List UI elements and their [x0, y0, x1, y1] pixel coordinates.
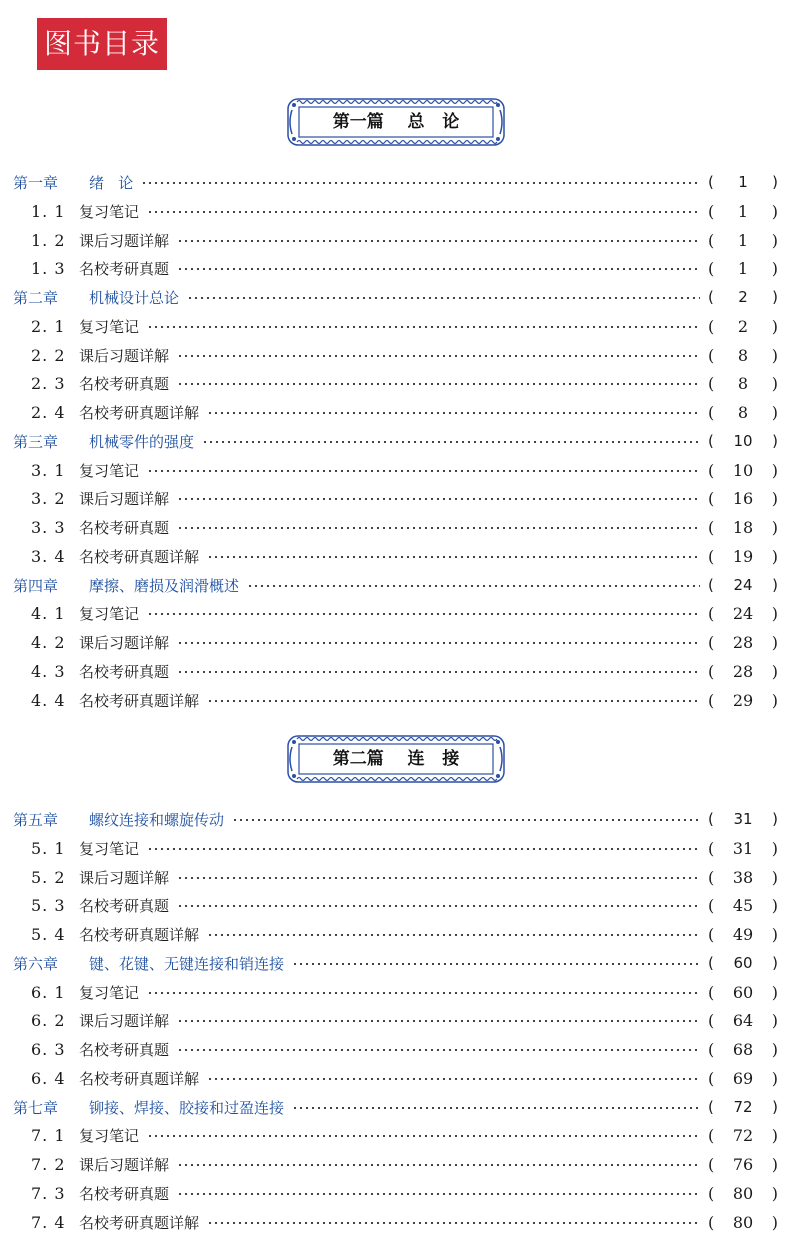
close-paren: ) [771, 1068, 778, 1088]
page-number: 29 [732, 690, 754, 710]
close-paren: ) [772, 576, 778, 594]
section-entry[interactable] [0, 628, 790, 656]
open-paren: ( [708, 1068, 715, 1088]
dot-leader [247, 585, 700, 587]
section-number: 4. 4 [31, 690, 66, 710]
open-paren: ( [708, 1098, 714, 1116]
close-paren: ) [772, 173, 778, 191]
dot-leader [147, 326, 700, 328]
part-heading [285, 733, 507, 785]
open-paren: ( [708, 288, 714, 306]
chapter-number: 第一章 [13, 173, 59, 192]
section-title: 复习笔记 [79, 317, 140, 336]
open-paren: ( [708, 316, 715, 336]
section-title: 课后习题详解 [79, 633, 170, 652]
section-title: 名校考研真题 [79, 1040, 170, 1059]
section-entry[interactable] [0, 226, 790, 254]
open-paren: ( [708, 924, 715, 944]
section-title: 名校考研真题详解 [79, 1069, 200, 1088]
section-title: 名校考研真题详解 [79, 691, 200, 710]
chapter-entry[interactable] [0, 949, 790, 977]
page-reference [708, 518, 778, 537]
section-title: 课后习题详解 [79, 489, 170, 508]
page-number: 24 [733, 576, 753, 594]
dot-leader [177, 1020, 700, 1022]
page-number: 60 [732, 982, 754, 1002]
page-reference [708, 374, 778, 393]
section-title: 复习笔记 [79, 1126, 140, 1145]
section-title: 名校考研真题 [79, 662, 170, 681]
close-paren: ) [771, 402, 778, 422]
close-paren: ) [771, 546, 778, 566]
section-number: 2. 4 [31, 402, 66, 422]
dot-leader [187, 297, 700, 299]
open-paren: ( [708, 690, 715, 710]
close-paren: ) [771, 924, 778, 944]
page-reference [708, 662, 778, 681]
dot-leader [207, 934, 700, 936]
section-title: 课后习题详解 [79, 346, 170, 365]
page-reference [708, 954, 778, 972]
chapter-title: 机械设计总论 [89, 288, 180, 307]
close-paren: ) [771, 1154, 778, 1174]
section-title: 名校考研真题 [79, 259, 170, 278]
open-paren: ( [708, 1010, 715, 1030]
page-reference [708, 1126, 778, 1145]
page-number: 2 [738, 288, 748, 306]
section-number: 6. 1 [31, 982, 66, 1002]
close-paren: ) [771, 867, 778, 887]
section-number: 7. 4 [31, 1212, 66, 1232]
page-reference [708, 1069, 778, 1088]
chapter-number: 第五章 [13, 810, 59, 829]
section-number: 1. 1 [31, 201, 66, 221]
dot-leader [292, 963, 700, 965]
close-paren: ) [771, 201, 778, 221]
dot-leader [177, 268, 700, 270]
page-number: 2 [737, 316, 749, 336]
section-number: 2. 3 [31, 373, 66, 393]
close-paren: ) [771, 661, 778, 681]
section-title: 名校考研真题 [79, 1184, 170, 1203]
section-entry[interactable] [0, 1121, 790, 1149]
open-paren: ( [708, 810, 714, 828]
chapter-entry[interactable] [0, 571, 790, 599]
dot-leader [177, 355, 700, 357]
chapter-entry[interactable] [0, 168, 790, 196]
page-number: 8 [737, 373, 749, 393]
open-paren: ( [708, 173, 714, 191]
page-reference [708, 547, 778, 566]
open-paren: ( [708, 1125, 715, 1145]
page-number: 1 [737, 230, 749, 250]
dot-leader [177, 877, 700, 879]
close-paren: ) [771, 838, 778, 858]
page-number: 18 [732, 517, 754, 537]
page-reference [708, 231, 778, 250]
page-number: 76 [732, 1154, 754, 1174]
section-number: 2. 1 [31, 316, 66, 336]
page-reference [708, 576, 778, 594]
dot-leader [207, 1078, 700, 1080]
page-number: 64 [732, 1010, 754, 1030]
open-paren: ( [708, 373, 715, 393]
page-reference [708, 461, 778, 480]
section-title: 名校考研真题详解 [79, 403, 200, 422]
open-paren: ( [708, 895, 715, 915]
part-title: 第一篇 总 论 [332, 112, 460, 132]
page-reference [708, 896, 778, 915]
close-paren: ) [772, 954, 778, 972]
section-number: 3. 4 [31, 546, 66, 566]
section-title: 名校考研真题 [79, 896, 170, 915]
dot-leader [177, 383, 700, 385]
page-number: 72 [732, 1125, 754, 1145]
open-paren: ( [708, 517, 715, 537]
open-paren: ( [708, 1154, 715, 1174]
section-title: 复习笔记 [79, 839, 140, 858]
dot-leader [232, 819, 700, 821]
close-paren: ) [771, 517, 778, 537]
dot-leader [177, 642, 700, 644]
page-number: 68 [732, 1039, 754, 1059]
page-reference [708, 839, 778, 858]
section-entry[interactable] [0, 599, 790, 627]
close-paren: ) [771, 632, 778, 652]
page-reference [708, 403, 778, 422]
chapter-title: 绪 论 [89, 173, 134, 192]
section-entry[interactable] [0, 1035, 790, 1063]
dot-leader [292, 1107, 700, 1109]
page-reference [708, 925, 778, 944]
page-number: 10 [732, 460, 754, 480]
open-paren: ( [708, 867, 715, 887]
page-number: 1 [738, 173, 748, 191]
close-paren: ) [771, 460, 778, 480]
close-paren: ) [771, 603, 778, 623]
section-number: 2. 2 [31, 345, 66, 365]
section-number: 7. 3 [31, 1183, 66, 1203]
section-title: 课后习题详解 [79, 868, 170, 887]
dot-leader [147, 211, 700, 213]
open-paren: ( [708, 982, 715, 1002]
page-reference [708, 288, 778, 306]
section-entry[interactable] [0, 513, 790, 541]
section-entry[interactable] [0, 542, 790, 570]
open-paren: ( [708, 460, 715, 480]
page-reference [708, 346, 778, 365]
page-number: 60 [733, 954, 753, 972]
page-reference [708, 259, 778, 278]
open-paren: ( [708, 230, 715, 250]
dot-leader [147, 992, 700, 994]
dot-leader [147, 470, 700, 472]
section-title: 名校考研真题 [79, 518, 170, 537]
section-number: 7. 2 [31, 1154, 66, 1174]
section-entry[interactable] [0, 254, 790, 282]
open-paren: ( [708, 546, 715, 566]
open-paren: ( [708, 345, 715, 365]
close-paren: ) [772, 810, 778, 828]
chapter-title: 机械零件的强度 [89, 432, 195, 451]
page-reference [708, 983, 778, 1002]
chapter-entry[interactable] [0, 1093, 790, 1121]
section-number: 1. 2 [31, 230, 66, 250]
chapter-number: 第六章 [13, 954, 59, 973]
close-paren: ) [771, 373, 778, 393]
section-number: 3. 1 [31, 460, 66, 480]
page-number: 72 [733, 1098, 753, 1116]
page-number: 31 [733, 810, 753, 828]
chapter-entry[interactable] [0, 283, 790, 311]
open-paren: ( [708, 258, 715, 278]
section-number: 6. 2 [31, 1010, 66, 1030]
section-title: 复习笔记 [79, 202, 140, 221]
chapter-title: 键、花键、无键连接和销连接 [89, 954, 285, 973]
section-number: 4. 1 [31, 603, 66, 623]
close-paren: ) [772, 1098, 778, 1116]
close-paren: ) [772, 288, 778, 306]
page-number: 8 [737, 345, 749, 365]
dot-leader [147, 613, 700, 615]
section-title: 复习笔记 [79, 983, 140, 1002]
open-paren: ( [708, 432, 714, 450]
section-title: 名校考研真题详解 [79, 1213, 200, 1232]
dot-leader [177, 1164, 700, 1166]
section-number: 4. 3 [31, 661, 66, 681]
open-paren: ( [708, 1039, 715, 1059]
section-entry[interactable] [0, 863, 790, 891]
chapter-number: 第三章 [13, 432, 59, 451]
page-reference [708, 489, 778, 508]
section-entry[interactable] [0, 920, 790, 948]
section-number: 5. 1 [31, 838, 66, 858]
close-paren: ) [771, 1010, 778, 1030]
open-paren: ( [708, 838, 715, 858]
page-number: 69 [732, 1068, 754, 1088]
close-paren: ) [771, 1039, 778, 1059]
section-entry[interactable] [0, 369, 790, 397]
open-paren: ( [708, 201, 715, 221]
page-reference [708, 633, 778, 652]
page-number: 1 [737, 201, 749, 221]
dot-leader [207, 556, 700, 558]
dot-leader [141, 182, 700, 184]
section-entry[interactable] [0, 398, 790, 426]
open-paren: ( [708, 632, 715, 652]
section-entry[interactable] [0, 1179, 790, 1207]
section-entry[interactable] [0, 891, 790, 919]
section-entry[interactable] [0, 1006, 790, 1034]
open-paren: ( [708, 661, 715, 681]
dot-leader [177, 527, 700, 529]
page-number: 19 [732, 546, 754, 566]
dot-leader [147, 1135, 700, 1137]
section-title: 名校考研真题详解 [79, 925, 200, 944]
close-paren: ) [771, 488, 778, 508]
section-number: 6. 3 [31, 1039, 66, 1059]
catalog-badge: 图书目录 [37, 18, 167, 70]
section-number: 5. 3 [31, 895, 66, 915]
section-title: 复习笔记 [79, 604, 140, 623]
dot-leader [177, 671, 700, 673]
section-number: 7. 1 [31, 1125, 66, 1145]
close-paren: ) [771, 1212, 778, 1232]
dot-leader [177, 1193, 700, 1195]
open-paren: ( [708, 1212, 715, 1232]
page-number: 80 [732, 1183, 754, 1203]
section-number: 3. 2 [31, 488, 66, 508]
open-paren: ( [708, 488, 715, 508]
dot-leader [177, 498, 700, 500]
chapter-title: 铆接、焊接、胶接和过盈连接 [89, 1098, 285, 1117]
dot-leader [177, 240, 700, 242]
page-reference [708, 1155, 778, 1174]
section-entry[interactable] [0, 657, 790, 685]
chapter-number: 第四章 [13, 576, 59, 595]
page-number: 49 [732, 924, 754, 944]
page-reference [708, 1098, 778, 1116]
close-paren: ) [771, 316, 778, 336]
part-title: 第二篇 连 接 [332, 749, 460, 769]
section-number: 5. 2 [31, 867, 66, 887]
section-entry[interactable] [0, 1150, 790, 1178]
chapter-title: 摩擦、磨损及润滑概述 [89, 576, 240, 595]
page-number: 31 [732, 838, 754, 858]
section-number: 4. 2 [31, 632, 66, 652]
open-paren: ( [708, 402, 715, 422]
page-number: 28 [732, 661, 754, 681]
dot-leader [207, 412, 700, 414]
close-paren: ) [771, 982, 778, 1002]
close-paren: ) [771, 1125, 778, 1145]
dot-leader [177, 1049, 700, 1051]
open-paren: ( [708, 576, 714, 594]
chapter-number: 第七章 [13, 1098, 59, 1117]
section-title: 名校考研真题 [79, 374, 170, 393]
close-paren: ) [771, 1183, 778, 1203]
page-reference [708, 810, 778, 828]
open-paren: ( [708, 1183, 715, 1203]
page-number: 45 [732, 895, 754, 915]
section-title: 复习笔记 [79, 461, 140, 480]
section-entry[interactable] [0, 341, 790, 369]
page-reference [708, 1213, 778, 1232]
section-entry[interactable] [0, 484, 790, 512]
page-number: 24 [732, 603, 754, 623]
chapter-entry[interactable] [0, 427, 790, 455]
close-paren: ) [771, 230, 778, 250]
dot-leader [207, 1222, 700, 1224]
page-reference [708, 202, 778, 221]
section-number: 5. 4 [31, 924, 66, 944]
page-reference [708, 604, 778, 623]
page-reference [708, 691, 778, 710]
section-entry[interactable] [0, 1208, 790, 1236]
dot-leader [147, 848, 700, 850]
part-heading [285, 96, 507, 148]
page-number: 10 [733, 432, 753, 450]
page-reference [708, 1011, 778, 1030]
page-number: 28 [732, 632, 754, 652]
section-entry[interactable] [0, 834, 790, 862]
section-entry[interactable] [0, 1064, 790, 1092]
close-paren: ) [771, 895, 778, 915]
dot-leader [207, 700, 700, 702]
page-reference [708, 432, 778, 450]
close-paren: ) [771, 258, 778, 278]
dot-leader [202, 441, 700, 443]
close-paren: ) [771, 690, 778, 710]
section-number: 1. 3 [31, 258, 66, 278]
chapter-number: 第二章 [13, 288, 59, 307]
section-number: 3. 3 [31, 517, 66, 537]
page-number: 1 [737, 258, 749, 278]
close-paren: ) [772, 432, 778, 450]
page-number: 80 [732, 1212, 754, 1232]
close-paren: ) [771, 345, 778, 365]
section-entry[interactable] [0, 686, 790, 714]
chapter-title: 螺纹连接和螺旋传动 [89, 810, 225, 829]
section-entry[interactable] [0, 978, 790, 1006]
page-number: 38 [732, 867, 754, 887]
section-entry[interactable] [0, 197, 790, 225]
section-title: 名校考研真题详解 [79, 547, 200, 566]
page-number: 8 [737, 402, 749, 422]
dot-leader [177, 905, 700, 907]
open-paren: ( [708, 954, 714, 972]
chapter-entry[interactable] [0, 805, 790, 833]
open-paren: ( [708, 603, 715, 623]
page-reference [708, 1184, 778, 1203]
page-reference [708, 868, 778, 887]
page-reference [708, 317, 778, 336]
page-reference [708, 1040, 778, 1059]
section-title: 课后习题详解 [79, 231, 170, 250]
page-number: 16 [732, 488, 754, 508]
section-entry[interactable] [0, 312, 790, 340]
section-title: 课后习题详解 [79, 1011, 170, 1030]
section-entry[interactable] [0, 456, 790, 484]
section-title: 课后习题详解 [79, 1155, 170, 1174]
page-reference [708, 173, 778, 191]
section-number: 6. 4 [31, 1068, 66, 1088]
